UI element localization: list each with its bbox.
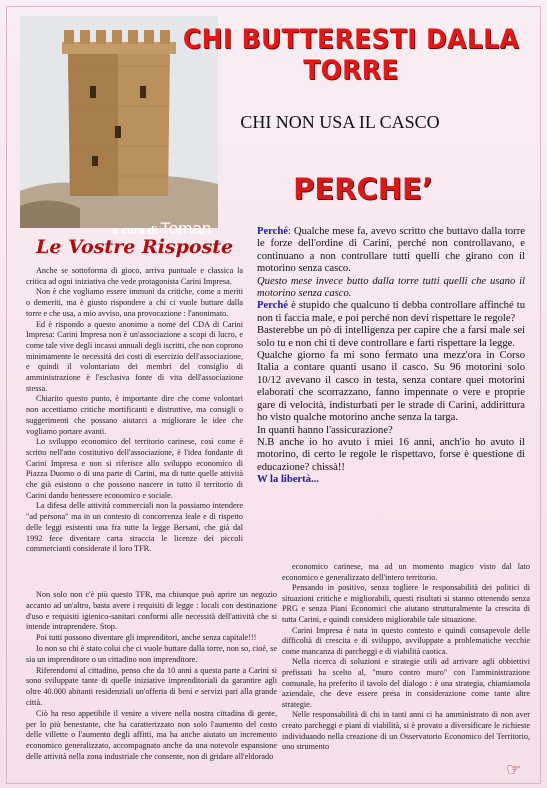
text: è stupido che qualcuno ti debba controllare affinché tu non ti faccia male, e poi perché non devi rispettare le regole? <box>257 300 525 324</box>
right-paragraph-italic: Questo mese invece butto dalla torre tutti quelli che usano il motorino senza casco. <box>257 275 525 300</box>
paragraph: Carini Impresa è nata in questo contesto e quindi consapevole delle difficoltà di crescita e di sviluppo, avviluppate a problematiche vecchie come mancanza di parcheggi e di viabilità caotica. <box>282 625 530 656</box>
paragraph: Ciò ha reso appetibile il venire a vivere nella nostra cittadina di gente, per lo più benestante, che ha caratterizzato non solo l'aumento del costo delle villette o l'aumento degli affitti, ma ha anche aiutato un incremento economico generalizzato, accompagnato anche da una notevole espansione delle attività nella zona industriale che consente, non di gridare all'eldorado <box>26 708 277 761</box>
text: : Qualche mese fa, avevo scritto che buttavo dalla torre le forze dell'ordine di Carini, perché non controllavano, e continuano a non controllare tutti quelli che girano con il motorino senza casco. <box>257 226 525 275</box>
left-column <box>26 266 243 555</box>
right-paragraph <box>257 300 525 325</box>
keyword: Perché <box>257 300 288 312</box>
paragraph: Lo sviluppo economico del territorio carinese, così come è scritto nell'atto costitutivo dell'associazione, è l'idea fondante di Carini Impresa e non si riferisce allo sviluppo economico di Piazza Duomo o di una parte di Carini, ma di tutte quelle attività che già esistono o che possono nascere in tutto il territorio di Carini dando benessere economico e sociale. <box>26 437 243 500</box>
paragraph: Nelle responsabilità di chi in tanti anni ci ha amministrato di non aver creato parcheggi e piani di viabilità, si è provato a diversificare le richieste individuando nella creazione di un Osservatorio Economico del Territorio, uno strumento <box>282 710 530 752</box>
bottom-column <box>26 590 277 763</box>
paragraph: Pensando in positivo, senza togliere le responsabilità dei politici di situazioni critiche e migliorabili, questi risultati si stanno ottenendo senza PRG e senza Piani Economici che aiutano strutturalmente la crescita di tutta Carini, e quindi considero migliorabile tale situazione. <box>282 583 530 624</box>
paragraph: Anche se sottoforma di gioco, arriva puntuale e classica la critica ad ogni iniziativa che vede protagonista Carini Impresa. <box>26 266 243 286</box>
right-column <box>257 226 525 487</box>
paragraph: Chiarito questo punto, è importante dire che come volontari non accettiamo critiche mortificanti e distruttive, ma consigli o suggerimenti che possano aiutarci a migliorare le idee che vogliamo portare avanti. <box>26 394 243 436</box>
keyword: Perché <box>257 226 288 237</box>
right-paragraph: N.B anche io ho avuto i miei 16 anni, anch'io ho avuto il motorino, di certo le regole le rispettavo, forse è questione di educazione? chissà!! <box>257 436 525 473</box>
right-paragraph <box>257 226 525 276</box>
paragraph: Riferendomi al cittadino, penso che da 10 anni a questa parte a Carini si sono sviluppate tante di quelle iniziative imprenditoriali da garantire agli oltre 40.000 abitanti residenziali un'offerta di beni e servizi pari alla grande città. <box>26 665 277 707</box>
perche-heading: PERCHE’ <box>293 172 433 206</box>
continue-hand-icon: ☞ <box>506 760 522 780</box>
right-bottom-column <box>282 562 530 753</box>
right-paragraph: In quanti hanno l'assicurazione? <box>257 424 393 436</box>
paragraph: Non solo non c'è più questo TFR, ma chiunque può aprire un negozio accanto ad un'altro, basta avere i requisiti di legge : locali con destinazione d'uso e requisiti igienico-sanitari conformi alle necessità dell'attività che si intende intraprendere. Stop. <box>26 590 277 632</box>
subtitle: CHI NON USA IL CASCO <box>240 112 440 132</box>
paragraph: Nella ricerca di soluzioni e strategie utili ad arrivare agli obbiettivi prefissati ha scelto al, "muro contro muro" con l'amministrazione comunale, ha preferito il tavolo del dialogo : è una strategia, chiamiamola aziendale, che deve essere presa in considerazione come tante altre strategie. <box>282 657 530 709</box>
paragraph: Io non so chi è stato colui che ci vuole buttare dalla torre, non so, cioè, se sia un imprenditore o un cittadino non imprenditore. <box>26 643 277 664</box>
paragraph: economico carinese, ma ad un momento magico visto dal lato economico e generalizzato dell'intero territorio. <box>282 562 530 582</box>
signature-line: W la libertà... <box>257 474 319 486</box>
paragraph: Ed è rispondo a questo anonimo a nome del CDA di Carini Impresa: Carini Impresa non è un'associazione a scopi di lucro, e come tale vive degli incassi annuali degli iscritti, che non coprono minimamente le necessità dei costi di esercizio dell'associazione, e quindi il volontariato dei membri del consiglio di amministrazione è l'esclusiva fonte di vita dell'associazione stessa. <box>26 319 243 393</box>
page-title: CHI BUTTERESTI DALLA TORRE <box>182 24 520 86</box>
right-paragraph: Qualche giorno fa mi sono fermato una mezz'ora in Corso Italia a contare quanti usano il casco. Su 96 motorini solo 10/12 avevano il casco in testa, senza contare quei motorini elaborati che scorrazzano, fanno impennate o vere e proprie gare di velocità, indisturbati per le strade di Carini, addirittura ho visto qualche motorino anche senza la targa. <box>257 350 525 424</box>
section-title: Le Vostre Risposte <box>36 236 234 258</box>
paragraph: La difesa delle attività commerciali non la possiamo intendere "ad persona" ma in un contesto di concorrenza leale e di rispetto delle leggi esistenti una fra tutte la legge Bersani, che già dal 1992 fece diventare carta straccia le licenze dei piccoli commercianti considerate il loro TFR. <box>26 501 243 554</box>
paragraph: Non è che vogliamo essere immuni da critiche, come a meriti o demeriti, ma è giusto rispondere a chi ci vuole buttare dalla torre e che usa, a mio avviso, una provocazione : l'anonimato. <box>26 287 243 318</box>
right-paragraph: Basterebbe un pò di intelligenza per capire che a farsi male sei solo tu e non chi ti deve controllare e farti rispettare la legge. <box>257 325 525 349</box>
paragraph: Poi tutti possono diventare gli imprenditori, anche senza capitale!!! <box>36 633 257 643</box>
credit-prefix: a cura di <box>112 225 158 237</box>
credit-name: Toman <box>160 219 212 238</box>
